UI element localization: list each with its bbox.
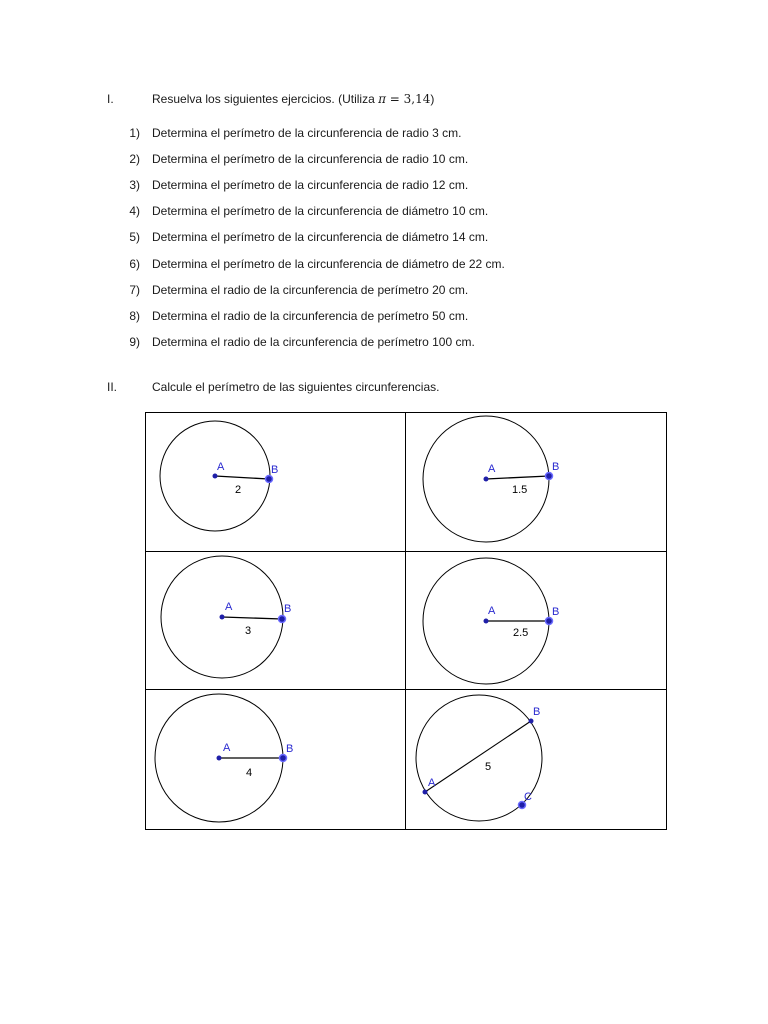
exercise-item <box>110 204 670 222</box>
exercise-item <box>110 152 670 170</box>
label-b: B <box>533 706 541 718</box>
diameter-measure: 5 <box>485 761 492 773</box>
edge-point <box>280 755 287 762</box>
radius-measure: 1.5 <box>512 484 528 496</box>
edge-point <box>266 476 273 483</box>
exercise-number: 9) <box>129 334 140 349</box>
radius-measure: 3 <box>245 625 252 637</box>
edge-point <box>546 618 553 625</box>
figure-cell-4 <box>406 552 668 689</box>
edge-point <box>279 616 286 623</box>
exercise-number: 5) <box>129 230 140 245</box>
section-1-header <box>107 92 707 110</box>
label-c: C <box>524 791 532 803</box>
radius-measure: 4 <box>246 767 253 779</box>
section-1-number: I. <box>107 92 114 106</box>
exercise-text: Determina el perímetro de la circunferencia de diámetro de 22 cm. <box>152 256 505 271</box>
exercise-number: 2) <box>129 152 140 167</box>
label-a: A <box>225 601 233 613</box>
radius-segment <box>486 476 549 479</box>
figure-cell-1 <box>146 413 405 551</box>
center-point <box>217 756 222 761</box>
pi-value: = 3,14 <box>385 92 431 106</box>
label-a: A <box>488 605 496 617</box>
label-a: A <box>217 461 225 473</box>
label-b: B <box>552 461 560 473</box>
label-a: A <box>428 777 436 789</box>
exercise-item <box>110 335 670 353</box>
exercise-text: Determina el perímetro de la circunferencia de diámetro 14 cm. <box>152 230 489 245</box>
figure-cell-5 <box>146 690 405 829</box>
exercise-number: 1) <box>129 126 140 140</box>
pi-symbol: π <box>378 92 386 106</box>
exercise-number: 4) <box>129 204 140 219</box>
exercise-text: Determina el radio de la circunferencia de perímetro 100 cm. <box>152 334 475 349</box>
circle-figure-3 <box>146 552 405 689</box>
exercise-text: Determina el perímetro de la circunferencia de diámetro 10 cm. <box>152 204 489 219</box>
exercise-item <box>110 178 670 196</box>
exercise-text: Determina el radio de la circunferencia de perímetro 20 cm. <box>152 282 469 297</box>
section-2-instruction: Calcule el perímetro de las siguientes circunferencias. <box>152 380 440 394</box>
exercise-number: 6) <box>129 256 140 271</box>
exercise-text: Determina el radio de la circunferencia de perímetro 50 cm. <box>152 308 469 323</box>
label-a: A <box>223 742 231 754</box>
exercise-item <box>110 230 670 248</box>
diameter-segment <box>425 721 531 792</box>
exercise-item <box>110 257 670 275</box>
exercise-text: Determina el perímetro de la circunferencia de radio 12 cm. <box>152 178 469 193</box>
label-a: A <box>488 463 496 475</box>
exercise-item <box>110 126 670 144</box>
center-point <box>220 615 225 620</box>
label-b: B <box>552 606 560 618</box>
exercise-item <box>110 283 670 301</box>
figure-cell-2 <box>406 413 668 551</box>
section-2-header <box>107 380 707 398</box>
exercise-number: 3) <box>129 178 140 193</box>
instruction-close: ) <box>430 92 435 106</box>
circle-figure-4 <box>406 552 667 689</box>
circle-figure-1 <box>146 413 405 551</box>
radius-segment <box>222 617 282 619</box>
section-2-number: II. <box>107 380 118 394</box>
figure-cell-6 <box>406 690 668 829</box>
edge-point <box>546 473 553 480</box>
label-b: B <box>271 464 279 476</box>
point-a <box>423 790 428 795</box>
point-b <box>529 719 534 724</box>
circle-figure-6 <box>406 690 667 829</box>
exercise-number: 7) <box>129 282 140 297</box>
radius-measure: 2 <box>235 484 242 496</box>
figure-cell-3 <box>146 552 405 689</box>
label-b: B <box>284 603 292 615</box>
exercise-text: Determina el perímetro de la circunferencia de radio 3 cm. <box>152 126 462 140</box>
section-1-instruction <box>152 92 434 106</box>
center-point <box>484 619 489 624</box>
center-point <box>213 474 218 479</box>
center-point <box>484 477 489 482</box>
exercise-text: Determina el perímetro de la circunferencia de radio 10 cm. <box>152 152 469 167</box>
label-b: B <box>286 743 294 755</box>
radius-segment <box>215 476 269 479</box>
figures-table <box>145 412 667 830</box>
circle-figure-5 <box>146 690 405 829</box>
exercise-item <box>110 309 670 327</box>
exercise-number: 8) <box>129 308 140 323</box>
circle-figure-2 <box>406 413 667 551</box>
instruction-text: Resuelva los siguientes ejercicios. (Utiliza <box>152 92 379 106</box>
radius-measure: 2.5 <box>513 627 529 639</box>
